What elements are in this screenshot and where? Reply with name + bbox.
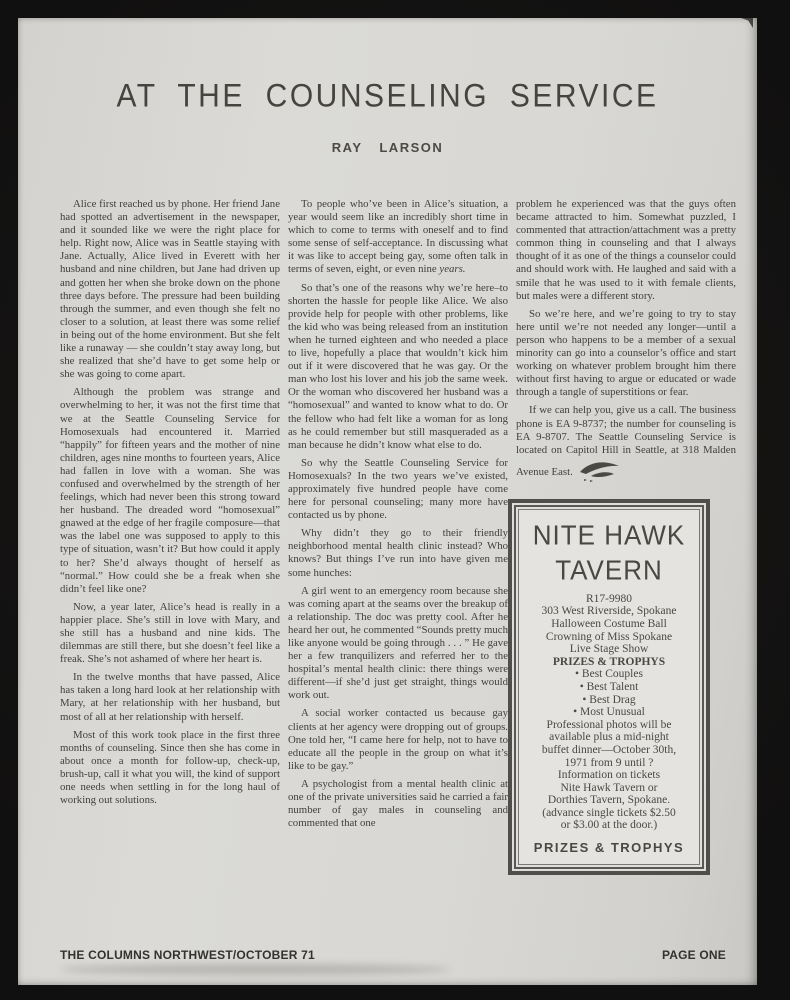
article-body [60, 198, 738, 875]
paragraph: Most of this work took place in the first three months of counseling. Since then she has come in about once a month for follow-up, check-up, brush-up, call it what you will, the kind of support one needs when settling in for the long haul of working out solutions. [60, 728, 280, 807]
column-3 [516, 198, 736, 875]
paragraph: Although the problem was strange and overwhelming to her, it was not the first time that we at the Seattle Counseling Service for Homosexuals had encountered it. Married “happily” for fifteen years and the mother of nine children, ages nine months to fourteen years, Alice had fallen in love with a woman. She was confused and overwhelmed by the strength of her feelings, which had never been this strong toward her husband. The dreaded word “homosexual” gnawed at the edge of her fragile composure—that was the label one was supposed to apply to this type of situation, wasn’t it? But how could it apply to her? She’d always thought of herself as “normal.” How could she be a freak when she didn’t feel like one? [60, 386, 280, 595]
paragraph: Why didn’t they go to their friendly neighborhood mental health clinic instead? Who knows? But things I’ve run into have given me some hunches: [288, 527, 508, 579]
paragraph: Alice first reached us by phone. Her friend Jane had spotted an advertisement in the newspaper, and it sounded like we were the right place for help. Right now, Alice was in Seattle staying with Jane. Actually, Alice lived in Everett with her husband and nine children, but Jane had driven up and gotten her when she broke down on the phone three days before. The pressure had been building through the summer, and even though she felt no closer to a solution, at least there was some relief in being out of the home environment. But she felt like a runaway — she couldn’t stay away long, but she realized that she’d have to get some help or she was going to come apart. [60, 198, 280, 381]
ad-details: available plus a mid-night [549, 731, 669, 744]
ad-frame-inner [518, 509, 700, 865]
ad-ticket-info: Dorthies Tavern, Spokane. [547, 794, 671, 807]
page-number: PAGE ONE [661, 948, 726, 962]
ad-ticket-info: Information on tickets [557, 769, 661, 782]
ad-prizes-footer: PRIZES & TROPHYS [533, 840, 685, 856]
newspaper-page [18, 18, 757, 985]
italic-word: years. [439, 263, 466, 276]
paragraph: problem he experienced was that the guys often became attracted to him. Somewhat puzzled, I commented that attraction/attachment was a pretty common thing in counseling and that I always thought of it as one of the things a counselor could and should work with. He laughed and said with a smile that he was used to it with female clients, but males were a different story. [516, 198, 736, 302]
article-title: AT THE COUNSELING SERVICE [116, 78, 659, 115]
publication-date: THE COLUMNS NORTHWEST/OCTOBER 71 [60, 948, 315, 962]
paragraph [516, 404, 736, 482]
ad-event: Live Stage Show [569, 643, 649, 656]
scan-smudge [60, 964, 450, 975]
ad-title-line2: TAVERN [555, 554, 663, 586]
ad-details: buffet dinner—October 30th, [541, 743, 677, 756]
paragraph: A girl went to an emergency room because she was coming apart at the seams over the breakup of a relationship. The doc was pretty cool. After he heard her out, he commented “Sounds pretty much like anyone would be going through . . . ” He gave her a few tranquilizers and referred her to the hospital’s mental health clinic: there things were different—if she’d just get straight, things would work out. [288, 584, 508, 702]
ad-details: Professional photos will be [546, 718, 672, 731]
ad-frame-middle [514, 505, 704, 869]
column-1 [60, 198, 280, 812]
ad-bullet: • Most Unusual [573, 706, 645, 719]
paragraph-text: To people who’ve been in Alice’s situation, a year would seem like an incredibly short time in which to come to terms with oneself and to find some sense of self-acceptance. In discussing what it was like to accept being gay, some often talk in terms of seven, eight, or even nine [288, 198, 508, 276]
paragraph [288, 198, 508, 277]
paragraph: Now, a year later, Alice’s head is really in a happier place. She’s still in love with Mary, and she still has a husband and nine kids. The dilemmas are still there, but she doesn’t feel like a freak. She’s not ashamed of where her heart is. [60, 600, 280, 666]
paragraph-text: If we can help you, give us a call. The business phone is EA 9-8737; the number for counseling is EA 9-8707. The Seattle Counseling Service is located on Capitol Hill in Seattle, at 318 Malden Avenue East. [516, 404, 736, 478]
ad-ticket-price: or $3.00 at the door.) [560, 819, 658, 832]
page-footer [60, 948, 726, 962]
article-byline: RAY LARSON [331, 140, 444, 155]
paragraph: In the twelve months that have passed, Alice has taken a long hard look at her relationship with Mary, at her relationship with her husband, but most of all at her relationship with herself. [60, 671, 280, 723]
ad-bullet: • Best Talent [579, 680, 639, 693]
ad-ticket-price: (advance single tickets $2.50 [542, 806, 676, 819]
ad-address: 303 West Riverside, Spokane [541, 605, 677, 618]
column-2 [288, 198, 508, 835]
paragraph: So that’s one of the reasons why we’re here–to shorten the hassle for people like Alice. We also provide help for people with other problems, like the kid who was being released from an institution when he turned eighteen and who needed a place to live, hopefully a place that wouldn’t kick him out if it were discovered that he was gay. Or the man who lost his lover and his job the same week. Or the woman who discovered her husband was a “homosexual” and wanted to know what to do. Or the fellow who had felt like a woman for as long as he could remember but still masqueraded as a man because he didn’t know what else to do. [288, 281, 508, 451]
ad-bullet: • Best Drag [582, 693, 636, 706]
ad-prizes-header: PRIZES & TROPHYS [552, 655, 666, 668]
ad-event: Crowning of Miss Spokane [545, 630, 673, 643]
nite-hawk-tavern-ad [508, 499, 710, 875]
ad-bullet: • Best Couples [575, 668, 643, 681]
ad-details: 1971 from 9 until ? [564, 756, 654, 769]
paragraph: A psychologist from a mental health clinic at one of the private universities said he carried a fair number of gay males in counseling and commented that one [288, 777, 508, 830]
ad-phone: R17-9980 [586, 592, 632, 605]
ad-ticket-info: Nite Hawk Tavern or [560, 781, 658, 794]
paragraph: So why the Seattle Counseling Service for Homosexuals? In the two years we’ve existed, approximately five hundred people have come here for personal counseling; many more have contacted us by phone. [288, 456, 508, 522]
paragraph: So we’re here, and we’re going to try to stay here until we’re not needed any longer—until a person who happens to be a member of a sexual minority can go into a counselor’s office and start working on whatever problem brought him there without first having to argue or educated or wade through a tangle of superstitions or fear. [516, 307, 736, 399]
corner-scan-mark [741, 18, 753, 28]
bird-sketch-icon [577, 457, 623, 483]
paragraph: A social worker contacted us because gay clients at her agency were dropping out of groups. One told her, “I came here for help, not to have to educate all the people in the group on what it’s like to be gay.” [288, 707, 508, 772]
ad-title-line1: NITE HAWK [532, 519, 686, 551]
ad-event: Halloween Costume Ball [551, 617, 667, 630]
